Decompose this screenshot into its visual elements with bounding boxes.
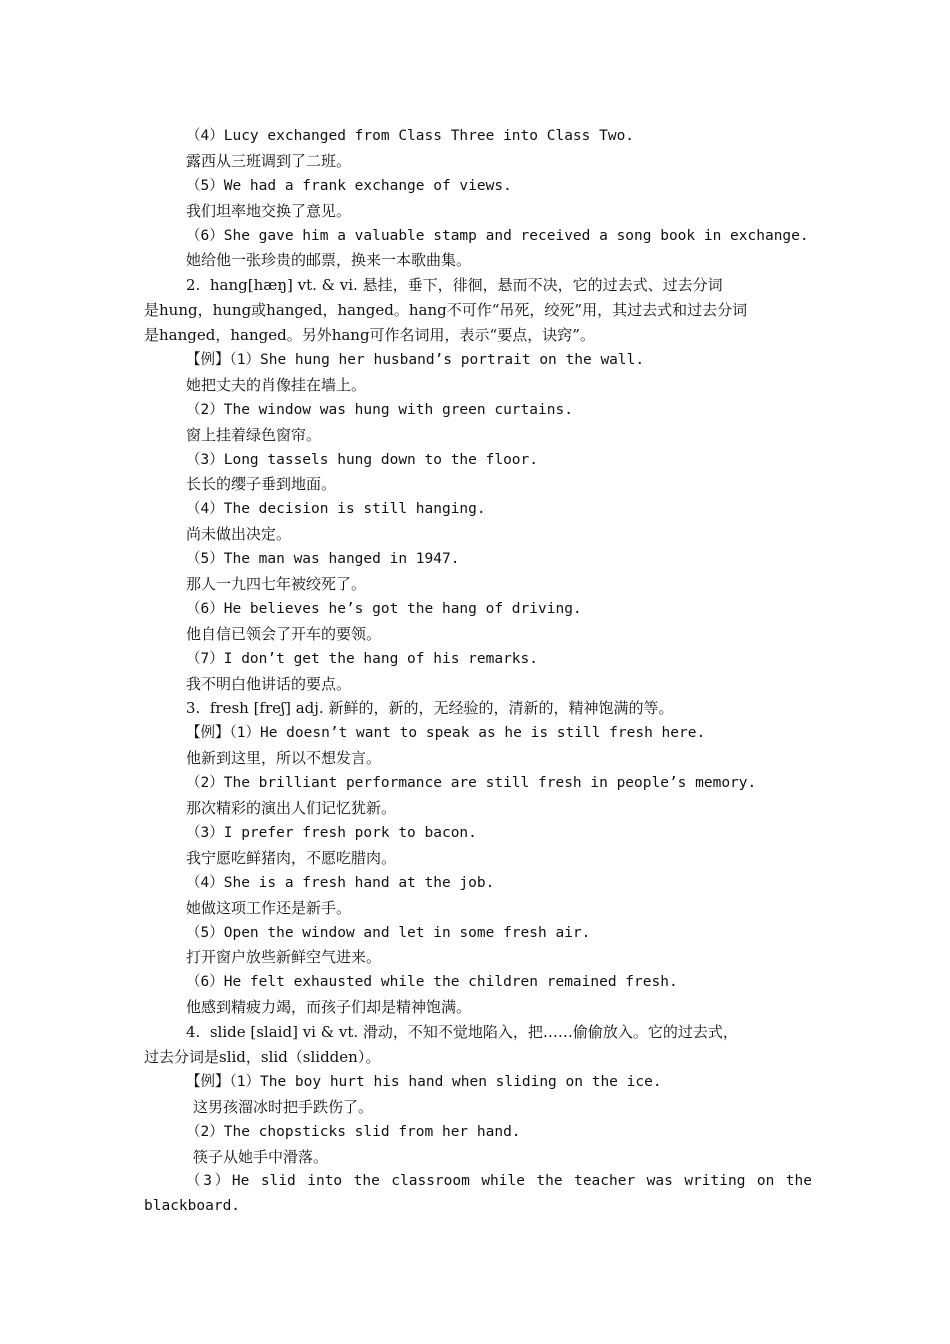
text-line: 是hanged，hanged。另外hang可作名词用，表示“要点，诀窍”。 xyxy=(144,326,595,345)
document-body xyxy=(144,124,812,1219)
text-line: 【例】（1）He doesn’t want to speak as he is still fresh here. xyxy=(186,725,706,742)
text-line: （4）The decision is still hanging. xyxy=(186,501,486,518)
text-line: （6）He felt exhausted while the children remained fresh. xyxy=(186,974,678,991)
text-line: 长长的缨子垂到地面。 xyxy=(186,475,337,494)
text-line: （4）She is a fresh hand at the job. xyxy=(186,874,495,891)
text-line: 打开窗户放些新鲜空气进来。 xyxy=(186,948,382,967)
text-line: （5）We had a frank exchange of views. xyxy=(186,177,512,194)
text-line: 3. fresh [freʃ] adj. 新鲜的，新的，无经验的，清新的，精神饱满的等。 xyxy=(186,699,674,718)
text-line: 他自信已领会了开车的要领。 xyxy=(186,624,382,643)
text-line: blackboard. xyxy=(144,1198,241,1215)
text-line: 她做这项工作还是新手。 xyxy=(186,898,352,917)
text-line: （5）The man was hanged in 1947. xyxy=(186,551,460,568)
text-line: 那次精彩的演出人们记忆犹新。 xyxy=(186,799,397,818)
text-line: 这男孩溜冰时把手跌伤了。 xyxy=(193,1097,374,1116)
text-line: （2）The brilliant performance are still fresh in people’s memory. xyxy=(186,775,757,792)
text-line: 窗上挂着绿色窗帘。 xyxy=(186,425,322,444)
text-line: （3）He slid into the classroom while the teacher was writing on the xyxy=(186,1173,812,1190)
text-line: 那人一九四七年被绞死了。 xyxy=(186,575,367,594)
text-line: 尚未做出决定。 xyxy=(186,525,292,544)
text-line: （4）Lucy exchanged from Class Three into Class Two. xyxy=(186,128,635,144)
text-line: 她把丈夫的肖像挂在墙上。 xyxy=(186,375,367,394)
text-line: 【例】（1）The boy hurt his hand when sliding on the ice. xyxy=(186,1073,662,1090)
text-line: 露西从三班调到了二班。 xyxy=(186,151,352,170)
text-line: 他感到精疲力竭，而孩子们却是精神饱满。 xyxy=(186,998,472,1017)
text-line: 他新到这里，所以不想发言。 xyxy=(186,749,382,768)
text-line: 筷子从她手中滑落。 xyxy=(193,1147,329,1166)
text-line: 【例】（1）She hung her husband’s portrait on the wall. xyxy=(186,352,645,369)
text-line: 过去分词是slid，slid（slidden）。 xyxy=(144,1047,381,1066)
text-line: （2）The window was hung with green curtains. xyxy=(186,401,573,418)
text-line: （3）Long tassels hung down to the floor. xyxy=(186,451,539,468)
text-line: （3）I prefer fresh pork to bacon. xyxy=(186,824,477,841)
text-line: 她给他一张珍贵的邮票，换来一本歌曲集。 xyxy=(186,251,472,270)
text-line: 我宁愿吃鲜猪肉，不愿吃腊肉。 xyxy=(186,848,397,867)
text-line: 我们坦率地交换了意见。 xyxy=(186,201,352,220)
text-line: （6）He believes he’s got the hang of driving. xyxy=(186,600,582,617)
text-line: 是hung，hung或hanged，hanged。hang不可作“吊死，绞死”用，其过去式和过去分词 xyxy=(144,301,748,320)
text-line: （7）I don’t get the hang of his remarks. xyxy=(186,650,539,667)
text-line: 4. slide [slaid] vi & vt. 滑动，不知不觉地陷入，把……偷偷放入。它的过去式， xyxy=(186,1023,738,1042)
text-line: 2. hang[hæŋ] vt. & vi. 悬挂，垂下，徘徊，悬而不决，它的过去式、过去分词 xyxy=(186,276,723,295)
text-line: 我不明白他讲话的要点。 xyxy=(186,674,352,693)
text-line: （5）Open the window and let in some fresh air. xyxy=(186,924,591,941)
text-line: （2）The chopsticks slid from her hand. xyxy=(186,1123,521,1140)
text-line: （6）She gave him a valuable stamp and received a song book in exchange. xyxy=(186,227,809,244)
